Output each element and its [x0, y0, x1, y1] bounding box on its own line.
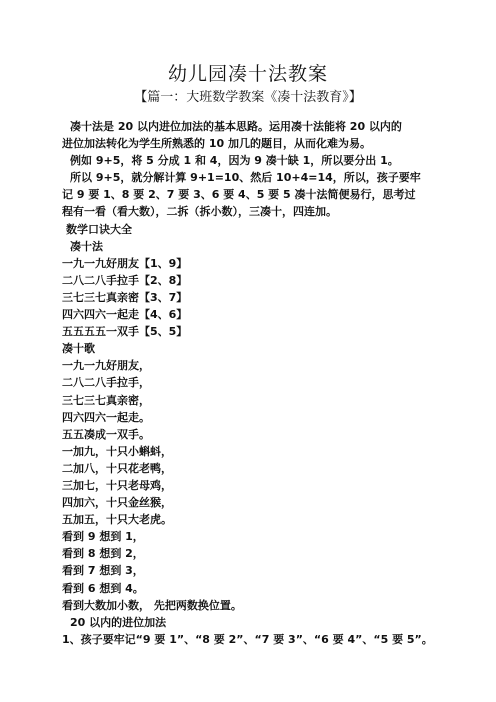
- list-item: 二加八，十只花老鸭，: [62, 461, 172, 475]
- paragraph-line: 进位加法转化为学生所熟悉的 10 加几的题目，从而化难为易。: [62, 137, 371, 151]
- list-item: 一九一九好朋友【1、9】: [62, 256, 188, 270]
- list-item: 三七三七真亲密，: [62, 393, 150, 407]
- list-item: 四六四六一起走【4、6】: [62, 308, 188, 322]
- list-item: 四加六，十只金丝猴，: [62, 496, 172, 510]
- document-title: 幼儿园凑十法教案: [167, 63, 328, 85]
- list-item: 二八二八手拉手【2、8】: [62, 273, 188, 287]
- document-subtitle: 【篇一：大班数学教案《凑十法教育》】: [134, 90, 362, 105]
- list-item: 看到 7 想到 3，: [62, 564, 144, 578]
- list-item: 看到 8 想到 2，: [62, 547, 144, 561]
- paragraph-line: 程有一看（看大数），二拆（拆小数），三凑十，四连加。: [62, 205, 337, 219]
- list-item: 五五五五一双手【5、5】: [62, 325, 188, 339]
- section-heading: 凑十法: [70, 239, 103, 253]
- list-item: 看到 6 想到 4。: [62, 581, 144, 595]
- list-item: 一加九，十只小蝌蚪，: [62, 444, 172, 458]
- list-item: 五加五，十只大老虎。: [62, 513, 172, 527]
- list-item: 四六四六一起走。: [62, 410, 150, 424]
- paragraph-line: 例如 9+5，将 5 分成 1 和 4，因为 9 凑十缺 1，所以要分出 1。: [70, 154, 399, 168]
- section-heading: 凑十歌: [62, 342, 95, 356]
- list-item: 二八二八手拉手，: [62, 376, 150, 390]
- list-item: 五五凑成一双手。: [62, 427, 150, 441]
- section-heading: 20 以内的进位加法: [70, 615, 167, 629]
- list-item: 三七三七真亲密【3、7】: [62, 290, 188, 304]
- list-item: 看到大数加小数， 先把两数换位置。: [62, 598, 242, 612]
- paragraph-line: 凑十法是 20 以内进位加法的基本思路。运用凑十法能将 20 以内的: [70, 120, 402, 133]
- list-item: 三加七，十只老母鸡，: [62, 478, 172, 492]
- section-heading: 数学口诀大全: [66, 222, 132, 236]
- list-item: 一九一九好朋友，: [62, 359, 150, 373]
- document-body: [62, 118, 440, 648]
- paragraph-line: 1、孩子要牢记“9 要 1”、“8 要 2”、“7 要 3”、“6 要 4”、“5 要 5”。: [62, 632, 433, 646]
- list-item: 看到 9 想到 1，: [62, 530, 144, 544]
- paragraph-line: 所以 9+5，就分解计算 9+1=10、然后 10+4=14，所以，孩子要牢: [70, 171, 421, 185]
- paragraph-line: 记 9 要 1、8 要 2、7 要 3、6 要 4、5 要 5 凑十法简便易行，思考过: [62, 188, 416, 202]
